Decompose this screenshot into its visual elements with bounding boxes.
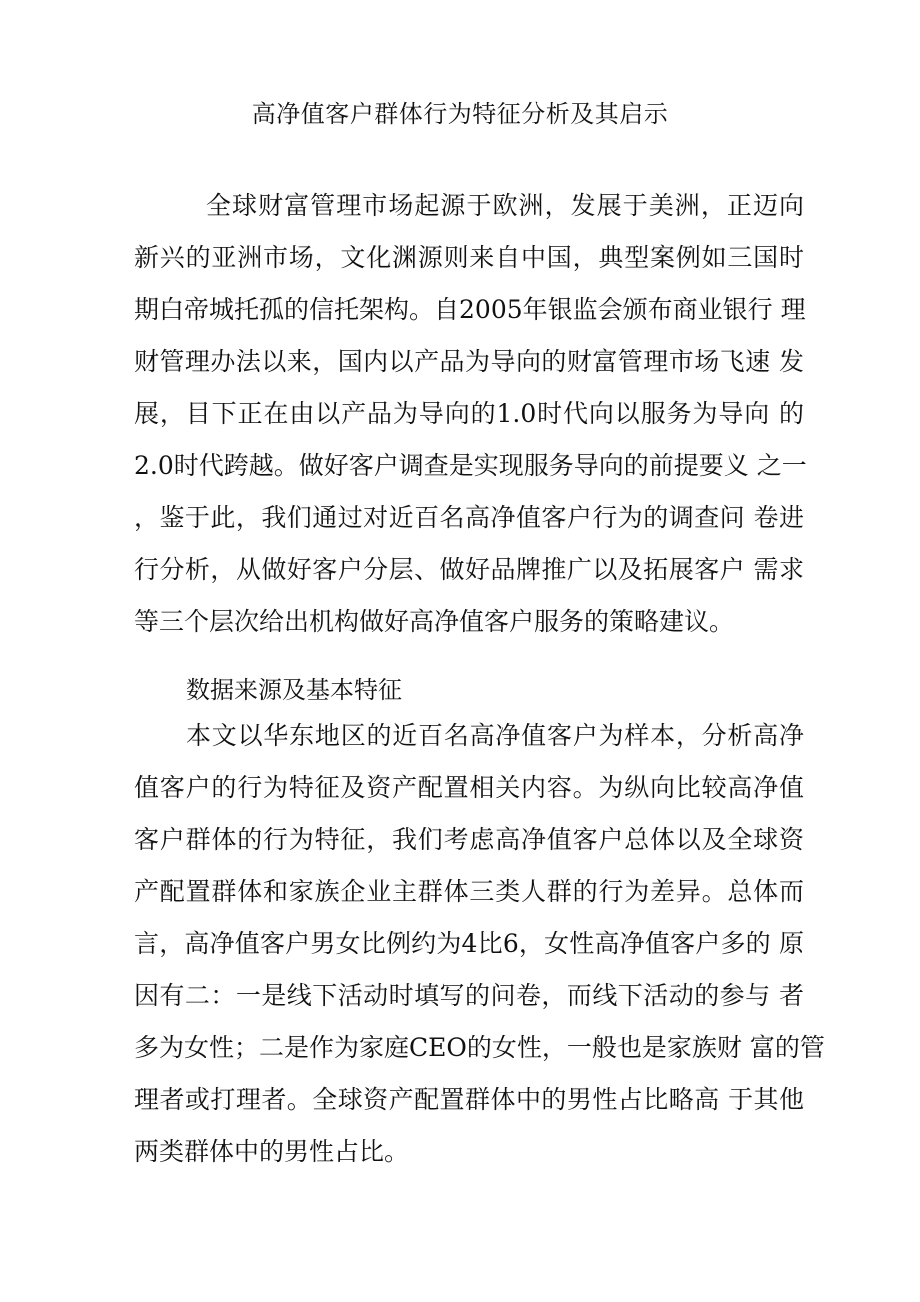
data-paragraph	[134, 710, 825, 1178]
paragraph-line: 等三个层次给出机构做好高净值客户服务的策略建议。	[134, 607, 735, 636]
paragraph-line: 两类群体中的男性占比。	[134, 1137, 410, 1166]
paragraph-line: 行分析，从做好客户分层、做好品牌推广以及拓展客户 需求	[134, 555, 804, 584]
paragraph-line: 理者或打理者。全球资产配置群体中的男性占比略高 于其他	[134, 1085, 804, 1114]
paragraph-line: 产配置群体和家族企业主群体三类人群的行为差异。总体而	[134, 877, 804, 906]
paragraph-line: 本文以华东地区的近百名高净值客户为样本，分析高净	[186, 721, 804, 750]
paragraph-line: 言，高净值客户男女比例约为4比6，女性高净值客户多的 原	[134, 929, 804, 958]
paragraph-line: 期白帝城托孤的信托架构。自2005年银监会颁布商业银行 理	[134, 295, 806, 324]
paragraph-line: 新兴的亚洲市场，文化渊源则来自中国，典型案例如三国时	[134, 243, 804, 272]
document-title: 高净值客户群体行为特征分析及其启示	[251, 100, 669, 128]
section-heading: 数据来源及基本特征	[186, 676, 402, 704]
paragraph-line: 客户群体的行为特征，我们考虑高净值客户总体以及全球资	[134, 825, 804, 854]
paragraph-line: ，鉴于此，我们通过对近百名高净值客户行为的调查问 卷进	[134, 503, 804, 532]
intro-paragraph	[134, 180, 807, 648]
paragraph-line: 财管理办法以来，国内以产品为导向的财富管理市场飞速 发	[134, 347, 804, 376]
section-heading-block	[134, 664, 804, 716]
paragraph-line: 2.0时代跨越。做好客户调查是实现服务导向的前提要义 之一	[134, 451, 807, 480]
paragraph-line: 多为女性；二是作为家庭CEO的女性，一般也是家族财 富的管	[134, 1033, 825, 1062]
paragraph-line: 因有二：一是线下活动时填写的问卷，而线下活动的参与 者	[134, 981, 804, 1010]
paragraph-line: 值客户的行为特征及资产配置相关内容。为纵向比较高净值	[134, 773, 804, 802]
paragraph-line: 展，目下正在由以产品为导向的1.0时代向以服务为导向 的	[134, 399, 804, 428]
paragraph-line: 全球财富管理市场起源于欧洲，发展于美洲，正迈向	[206, 191, 804, 220]
